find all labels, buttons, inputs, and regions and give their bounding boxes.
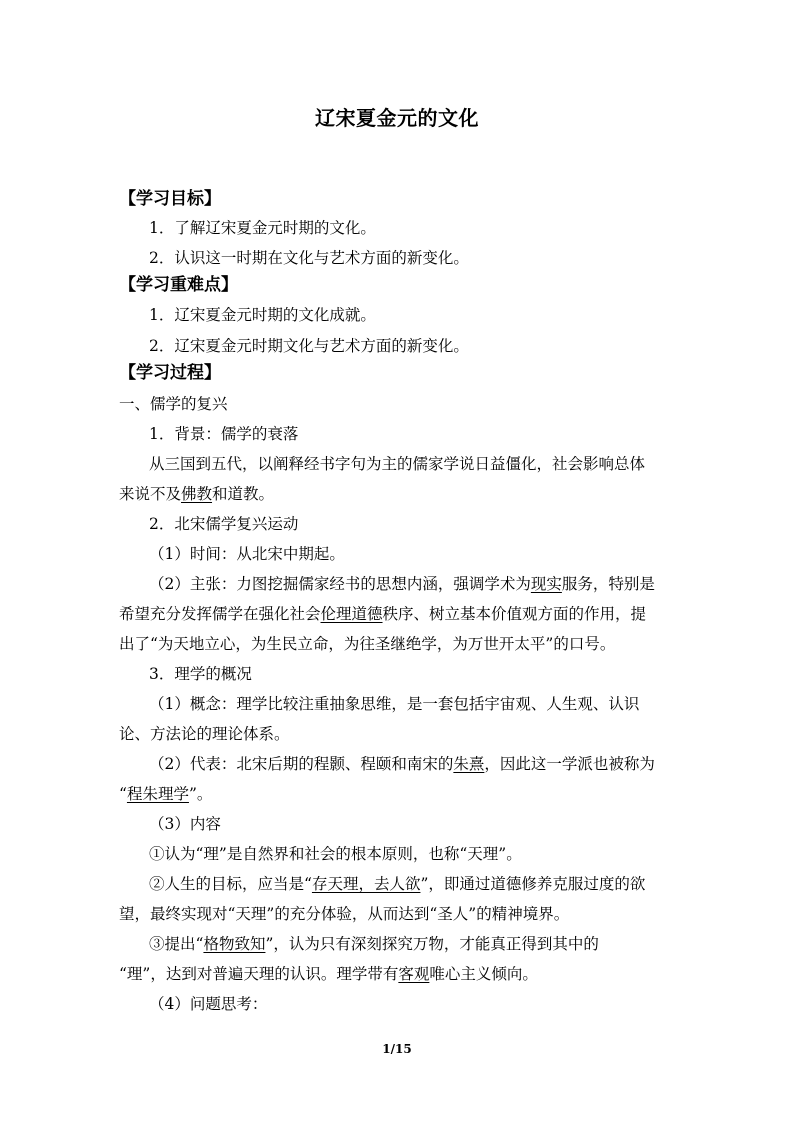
underlined-term: 存天理，去人欲 bbox=[311, 875, 421, 893]
page-number: 1/15 bbox=[382, 1042, 412, 1056]
paragraph-line: 望，最终实现对“天理”的充分体验，从而达到“圣人”的精神境界。 bbox=[119, 905, 570, 923]
paragraph-line: 出了“为天地立心，为生民立命，为往圣继绝学，为万世开太平”的口号。 bbox=[119, 635, 616, 653]
key-point-item-1: 1．辽宋夏金元时期的文化成就。 bbox=[149, 306, 376, 324]
paragraph-line: 论、方法论的理论体系。 bbox=[119, 725, 290, 743]
paragraph-line: （1）时间：从北宋中期起。 bbox=[149, 545, 345, 563]
text-run: （2）代表：北宋后期的程颢、程颐和南宋的 bbox=[149, 755, 454, 773]
text-run: （2）主张：力图挖掘儒家经书的思想内涵，强调学术为 bbox=[149, 575, 531, 593]
underlined-term: 朱熹 bbox=[453, 755, 485, 773]
paragraph-line bbox=[119, 783, 212, 805]
underlined-term: 现实 bbox=[530, 575, 562, 593]
text-run: 唯心主义倾向。 bbox=[429, 965, 538, 983]
underlined-term: 格物致知 bbox=[203, 935, 266, 953]
paragraph-line bbox=[149, 573, 655, 595]
text-run: 希望充分发挥儒学在强化社会 bbox=[119, 605, 321, 623]
text-run: ③提出“ bbox=[149, 935, 204, 953]
subsection-title-revival: 2．北宋儒学复兴运动 bbox=[149, 515, 299, 533]
page-title: 辽宋夏金元的文化 bbox=[315, 106, 479, 130]
paragraph-line: （1）概念：理学比较注重抽象思维，是一套包括宇宙观、人生观、认识 bbox=[149, 695, 640, 713]
underlined-term: 客观 bbox=[398, 965, 430, 983]
subsection-title-lixue: 3．理学的概况 bbox=[149, 665, 252, 683]
section-heading-process: 【学习过程】 bbox=[119, 363, 221, 383]
text-run: 来说不及 bbox=[119, 485, 182, 503]
paragraph-line bbox=[149, 753, 655, 775]
section-heading-key-points: 【学习重难点】 bbox=[119, 275, 238, 295]
text-run: 秩序、树立基本价值观方面的作用，提 bbox=[382, 605, 647, 623]
text-run: “ bbox=[119, 785, 127, 803]
paragraph-line bbox=[119, 603, 646, 625]
paragraph-line bbox=[149, 933, 599, 955]
underlined-term: 伦理道德 bbox=[320, 605, 383, 623]
section-heading-objectives: 【学习目标】 bbox=[119, 189, 221, 209]
text-run: “理”，达到对普遍天理的认识。理学带有 bbox=[119, 965, 399, 983]
text-run: ”，即通过道德修养克服过度的欲 bbox=[420, 875, 646, 893]
underlined-term: 程朱理学 bbox=[126, 785, 189, 803]
underlined-term: 佛教 bbox=[181, 485, 213, 503]
text-run: 服务，特别是 bbox=[561, 575, 655, 593]
objective-item-2: 2．认识这一时期在文化与艺术方面的新变化。 bbox=[149, 249, 469, 267]
text-run: ”。 bbox=[188, 785, 213, 803]
text-run: ②人生的目标，应当是“ bbox=[149, 875, 312, 893]
paragraph-line: ①认为“理”是自然界和社会的根本原则，也称“天理”。 bbox=[149, 845, 522, 863]
paragraph-line: （4）问题思考： bbox=[149, 995, 268, 1013]
subsection-title-background: 1．背景：儒学的衰落 bbox=[149, 425, 299, 443]
key-point-item-2: 2．辽宋夏金元时期文化与艺术方面的新变化。 bbox=[149, 337, 469, 355]
part-title-confucian-revival: 一、儒学的复兴 bbox=[119, 395, 228, 413]
paragraph-line bbox=[149, 873, 645, 895]
objective-item-1: 1．了解辽宋夏金元时期的文化。 bbox=[149, 219, 376, 237]
paragraph-line: （3）内容 bbox=[149, 815, 221, 833]
paragraph-line: 从三国到五代，以阐释经书字句为主的儒家学说日益僵化，社会影响总体 bbox=[149, 455, 646, 473]
text-run: ，因此这一学派也被称为 bbox=[484, 755, 655, 773]
text-run: 和道教。 bbox=[212, 485, 275, 503]
text-run: ”，认为只有深刻探究万物，才能真正得到其中的 bbox=[265, 935, 599, 953]
paragraph-line bbox=[119, 963, 538, 985]
paragraph-line bbox=[119, 483, 274, 505]
